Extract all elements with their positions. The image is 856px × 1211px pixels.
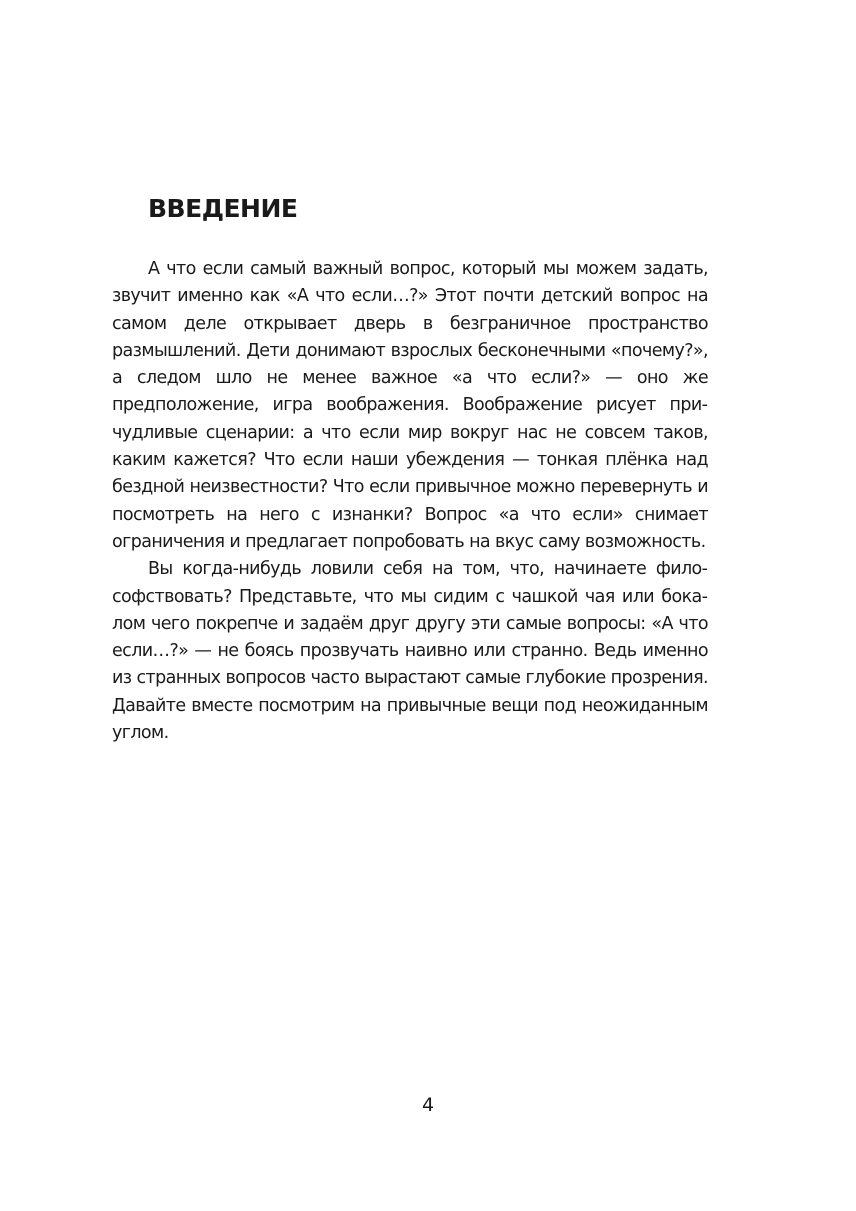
body-text: [112, 256, 708, 747]
chapter-heading: ВВЕДЕНИЕ: [148, 194, 298, 223]
paragraph-1: А что если самый важный вопрос, который мы можем задать, звучит именно как «А что если…?» Этот почти детский вопрос на самом деле открывает дверь в безграничное пространство размышлений. Дети донимают взрослых бесконечными «почему?», а следом шло не менее важное «а что если?» — оно же предположение, игра воображения. Воображение рисует причудливые сценарии: а что если мир вокруг нас не совсем таков, каким кажется? Что если наши убеждения — тонкая плёнка над бездной неизвестности? Что если привычное можно перевернуть и посмотреть на него с изнанки? Вопрос «а что если» снимает ограничения и предлагает попробовать на вкус саму возможность.: [112, 259, 708, 552]
paragraph-2: Вы когда-нибудь ловили себя на том, что, начинаете философствовать? Представьте, что мы сидим с чашкой чая или бокалом чего покрепче и задаём друг другу эти самые вопросы: «А что если…?» — не боясь прозвучать наивно или странно. Ведь именно из странных вопросов часто вырастают самые глубокие прозрения. Давайте вместе посмотрим на привычные вещи под неожиданным углом.: [112, 559, 708, 744]
page-number: 4: [421, 1094, 435, 1116]
